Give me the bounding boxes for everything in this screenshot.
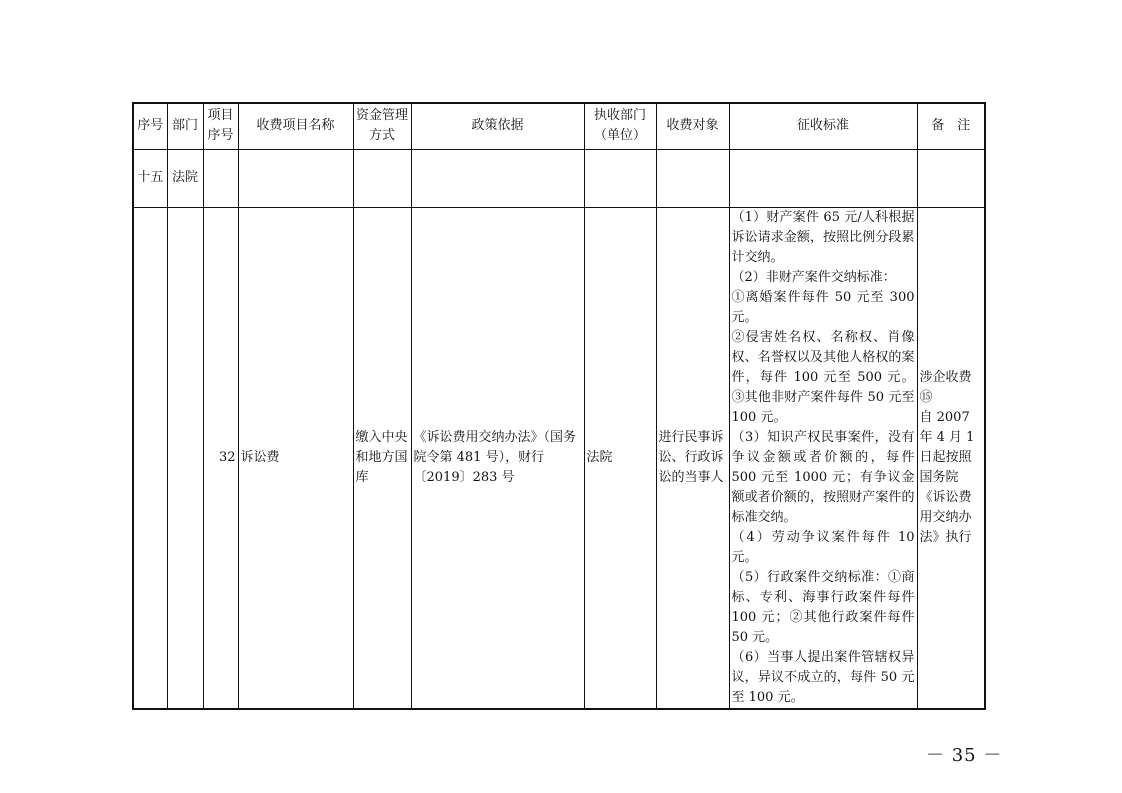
header-dept: 部门 xyxy=(167,103,203,149)
empty-cell xyxy=(238,149,353,207)
standard-line: （6）当事人提出案件管辖权异议，异议不成立的，每件 50 元至 100 元。 xyxy=(731,649,915,705)
header-collector: 执收部门（单位） xyxy=(584,103,656,149)
empty-cell xyxy=(167,207,203,709)
section-dept: 法院 xyxy=(167,149,203,207)
standard-line: ②侵害姓名权、名称权、肖像权、名誉权以及其他人格权的案件，每件 100 元至 500 元。③其他非财产案件每件 50 元至 100 元。 xyxy=(731,329,915,425)
empty-cell xyxy=(584,149,656,207)
empty-cell xyxy=(353,149,411,207)
header-policy: 政策依据 xyxy=(411,103,584,149)
fund-mgmt-cell: 缴入中央和地方国库 xyxy=(353,207,411,709)
standard-line: （4）劳动争议案件每件 10 元。 xyxy=(731,529,915,565)
collector-cell: 法院 xyxy=(584,207,656,709)
section-seq: 十五 xyxy=(133,149,167,207)
empty-cell xyxy=(203,149,238,207)
standard-line: （5）行政案件交纳标准：①商标、专利、海事行政案件每件 100 元；②其他行政案件每件 50 元。 xyxy=(731,569,915,645)
standard-line: （3）知识产权民事案件，没有争议金额或者价额的，每件 500 元至 1000 元；有争议金额或者价额的，按照财产案件的标准交纳。 xyxy=(731,429,915,525)
header-standard: 征收标准 xyxy=(729,103,917,149)
standard-line: （2）非财产案件交纳标准： xyxy=(731,269,896,285)
item-name-cell: 诉讼费 xyxy=(238,207,353,709)
header-row xyxy=(133,103,985,149)
header-payer: 收费对象 xyxy=(656,103,729,149)
empty-cell xyxy=(656,149,729,207)
header-item-no: 项目序号 xyxy=(203,103,238,149)
empty-cell xyxy=(917,149,985,207)
empty-cell xyxy=(133,207,167,709)
standard-cell xyxy=(729,207,917,709)
payer-cell: 进行民事诉讼、行政诉讼的当事人 xyxy=(656,207,729,709)
empty-cell xyxy=(729,149,917,207)
item-no-cell: 32 xyxy=(203,207,238,709)
policy-cell: 《诉讼费用交纳办法》（国务院令第 481 号），财行〔2019〕283 号 xyxy=(411,207,584,709)
remark-cell xyxy=(917,207,985,709)
table-row xyxy=(133,207,985,709)
header-fund-mgmt: 资金管理方式 xyxy=(353,103,411,149)
remark-line: 自 2007 年 4 月 1 日起按照国务院《诉讼费用交纳办法》执行 xyxy=(919,409,975,545)
header-item-name: 收费项目名称 xyxy=(238,103,353,149)
fee-table xyxy=(132,102,986,710)
remark-line: 涉企收费⑮ xyxy=(919,369,972,405)
standard-line: ①离婚案件每件 50 元至 300 元。 xyxy=(731,289,915,325)
section-row xyxy=(133,149,985,207)
header-seq: 序号 xyxy=(133,103,167,149)
page-number: － 35 － xyxy=(926,745,1003,766)
standard-line: （1）财产案件 65 元/人科根据诉讼请求金额，按照比例分段累计交纳。 xyxy=(731,209,915,265)
empty-cell xyxy=(411,149,584,207)
header-remark: 备 注 xyxy=(917,103,985,149)
